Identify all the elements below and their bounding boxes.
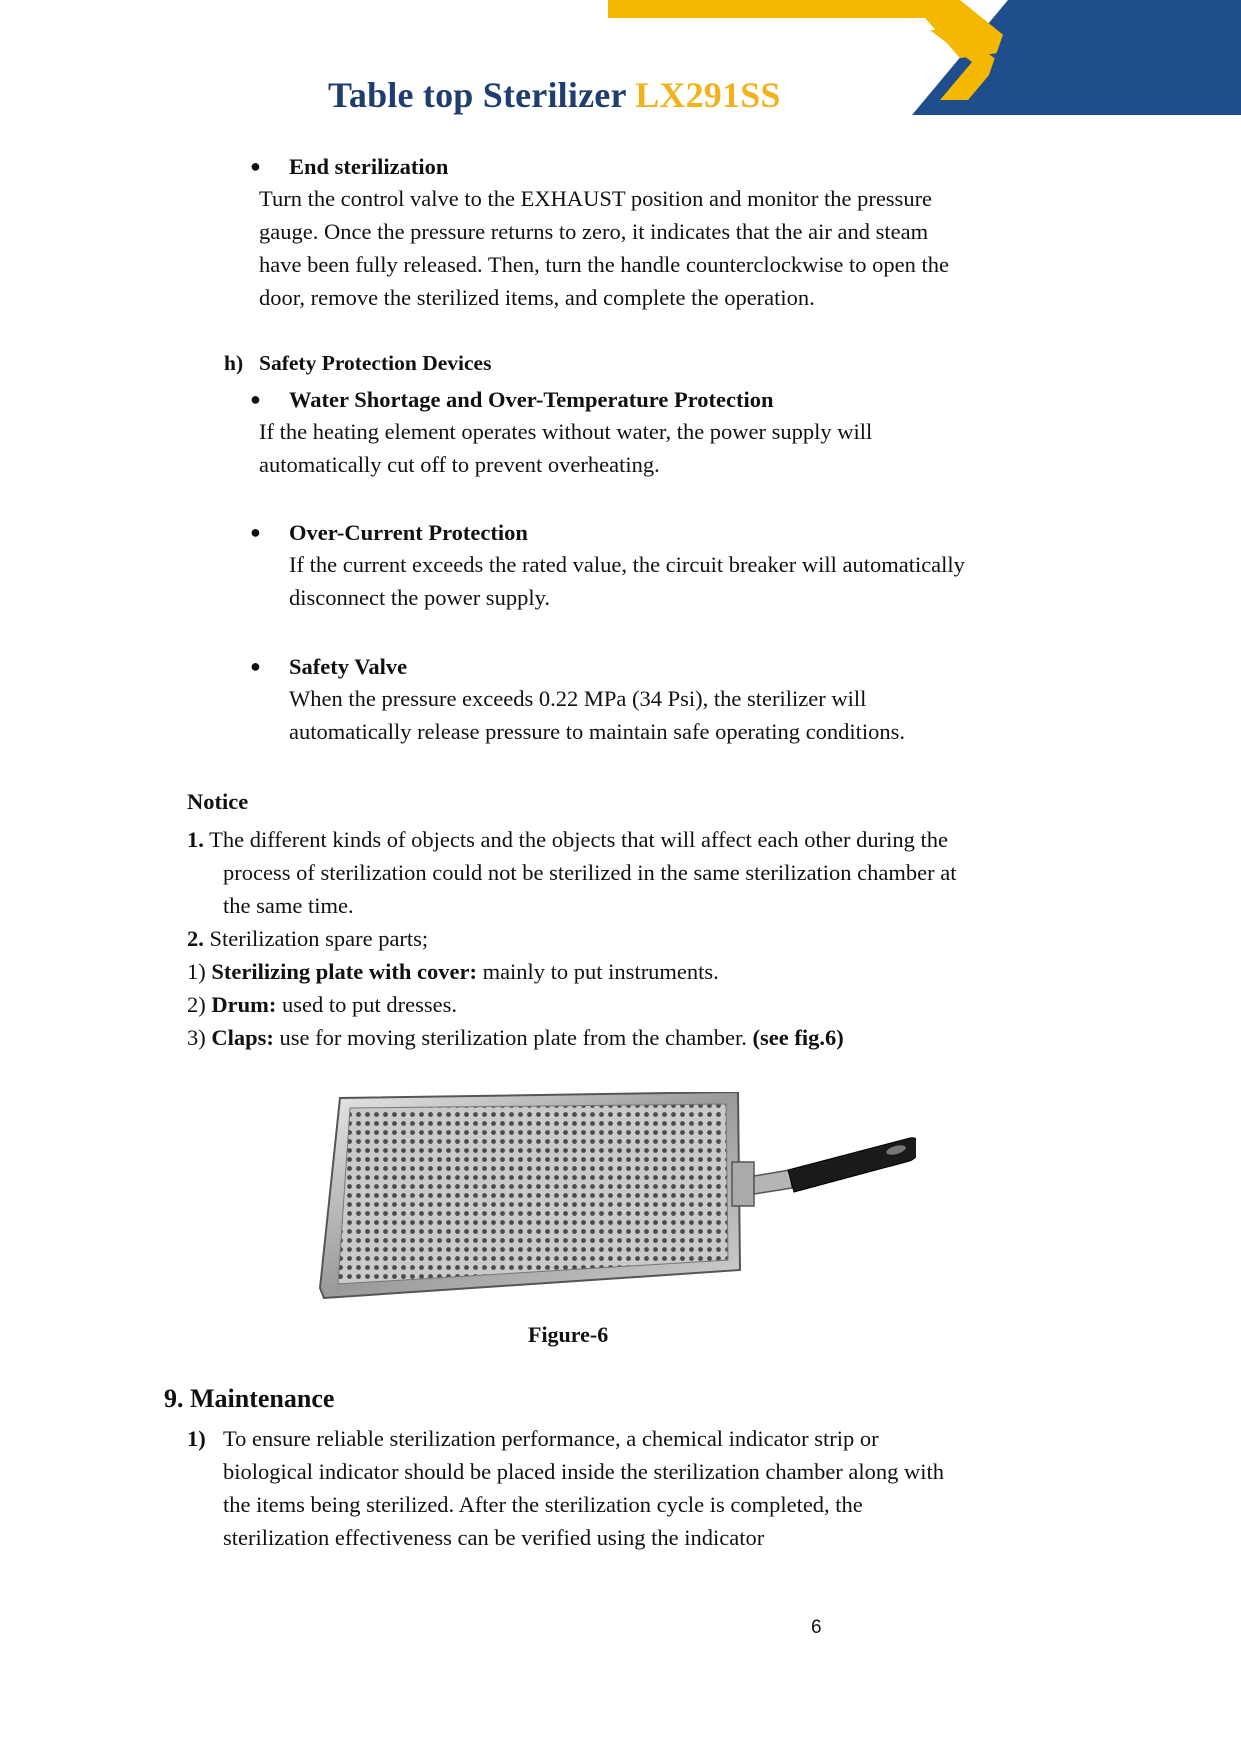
maintenance-item-number: 1) — [187, 1426, 206, 1451]
maintenance-line: sterilization effectiveness can be verified using the indicator — [223, 1525, 765, 1550]
spare-part-number: 2) — [187, 992, 212, 1017]
safety-item-heading: Over-Current Protection — [289, 520, 528, 545]
notice-heading: Notice — [187, 789, 249, 814]
figure-caption: Figure-6 — [528, 1322, 609, 1347]
end-sterilization-line: have been fully released. Then, turn the handle counterclockwise to open the — [259, 252, 949, 277]
handle-bracket — [732, 1162, 754, 1206]
safety-item-heading: Safety Valve — [289, 654, 408, 679]
notice-item-text: The different kinds of objects and the objects that will affect each other during the — [203, 827, 949, 852]
end-sterilization-line: Turn the control valve to the EXHAUST position and monitor the pressure — [259, 186, 933, 211]
handle-shaft — [754, 1170, 792, 1194]
spare-part-label: Drum: — [211, 992, 277, 1017]
spare-part-item — [187, 955, 719, 988]
safety-item-line: automatically release pressure to maintain safe operating conditions. — [289, 719, 906, 744]
spare-part-item — [187, 988, 457, 1021]
sterilizing-plate-image — [318, 1092, 916, 1302]
spare-part-text: use for moving sterilization plate from the chamber. — [273, 1025, 753, 1050]
title-model: LX291SS — [635, 75, 781, 115]
safety-item-heading: Water Shortage and Over-Temperature Protection — [289, 387, 774, 412]
end-sterilization-heading: End sterilization — [289, 154, 449, 179]
safety-item-line: If the heating element operates without water, the power supply will — [259, 419, 873, 444]
notice-item-1 — [187, 823, 948, 856]
bullet-icon: ● — [250, 656, 261, 676]
tray-perforated-base — [338, 1104, 728, 1284]
page-number: 6 — [811, 1617, 822, 1638]
end-sterilization-line: door, remove the sterilized items, and complete the operation. — [259, 285, 815, 310]
safety-item-line: disconnect the power supply. — [289, 585, 550, 610]
maintenance-line: the items being sterilized. After the sterilization cycle is completed, the — [223, 1492, 863, 1517]
bullet-icon: ● — [250, 156, 261, 176]
title-main: Table top Sterilizer — [328, 75, 626, 115]
notice-item-line: process of sterilization could not be sterilized in the same sterilization chamber at — [223, 860, 957, 885]
bullet-icon: ● — [250, 389, 261, 409]
safety-heading: Safety Protection Devices — [259, 351, 492, 375]
safety-item-line: If the current exceeds the rated value, the circuit breaker will automatically — [289, 552, 965, 577]
maintenance-line: To ensure reliable sterilization performance, a chemical indicator strip or — [223, 1426, 879, 1451]
spare-part-item — [187, 1021, 844, 1054]
end-sterilization-line: gauge. Once the pressure returns to zero, it indicates that the air and steam — [259, 219, 929, 244]
spare-part-label: Sterilizing plate with cover: — [211, 959, 477, 984]
notice-item-2 — [187, 922, 428, 955]
safety-item-line: automatically cut off to prevent overheating. — [259, 452, 660, 477]
notice-item-number: 1. — [187, 827, 204, 852]
safety-item-line: When the pressure exceeds 0.22 MPa (34 Psi), the sterilizer will — [289, 686, 867, 711]
bullet-icon: ● — [250, 522, 261, 542]
spare-part-label: Claps: — [211, 1025, 274, 1050]
section-marker-h: h) — [224, 351, 244, 375]
spare-part-text: used to put dresses. — [276, 992, 457, 1017]
maintenance-line: biological indicator should be placed inside the sterilization chamber along with — [223, 1459, 945, 1484]
spare-part-text: mainly to put instruments. — [476, 959, 719, 984]
notice-item-text: Sterilization spare parts; — [203, 926, 429, 951]
spare-part-number: 3) — [187, 1025, 212, 1050]
page-title — [328, 74, 781, 116]
maintenance-heading: 9. Maintenance — [164, 1384, 335, 1413]
spare-part-number: 1) — [187, 959, 212, 984]
notice-item-line: the same time. — [223, 893, 354, 918]
notice-item-number: 2. — [187, 926, 204, 951]
figure-reference: (see fig.6) — [752, 1025, 844, 1050]
